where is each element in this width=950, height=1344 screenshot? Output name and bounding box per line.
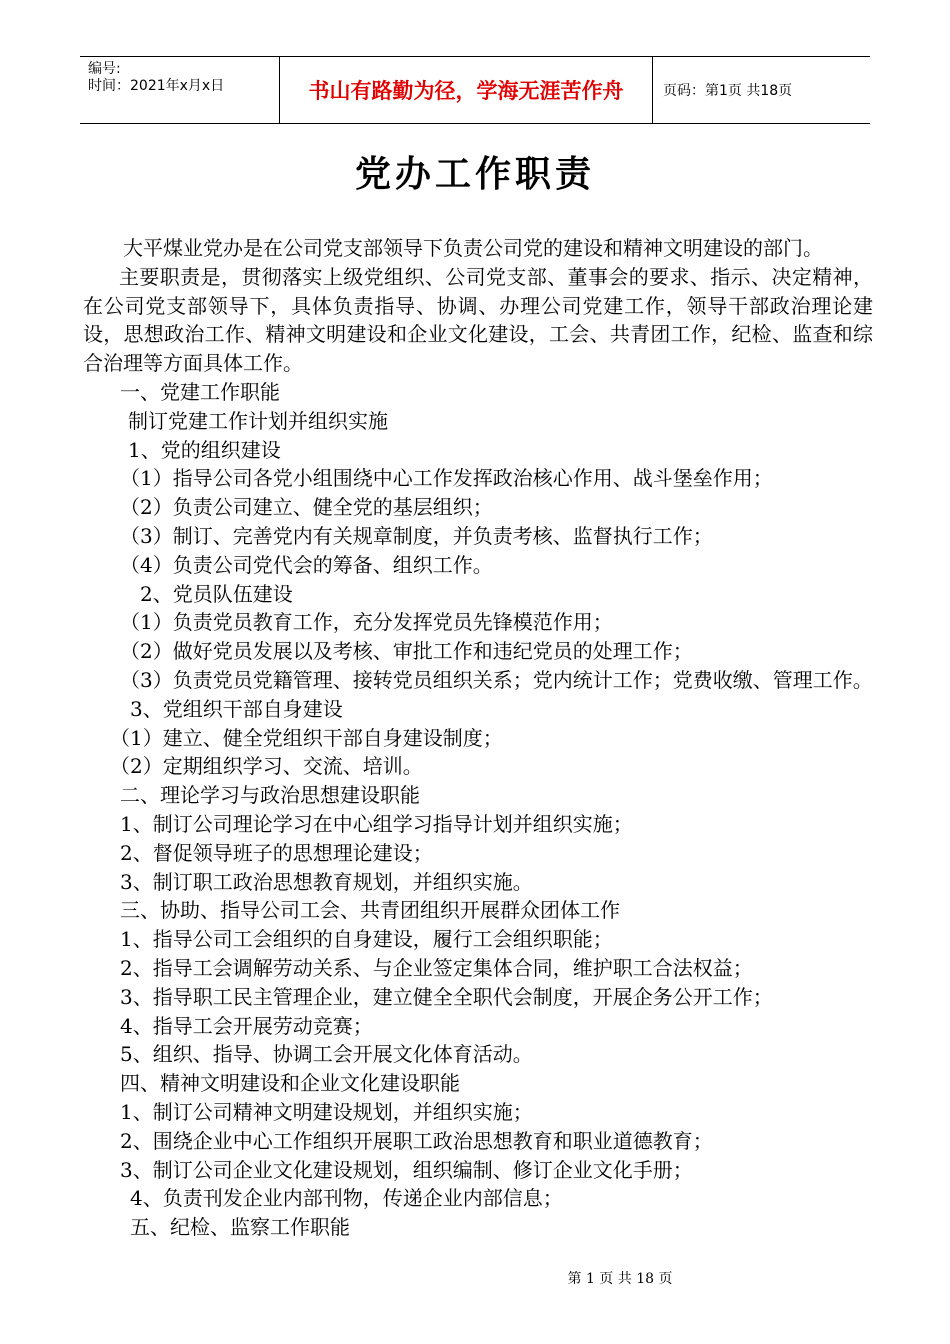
list-item: 3、制订公司企业文化建设规划，组织编制、修订企业文化手册； bbox=[120, 1157, 693, 1182]
section-heading: 三、协助、指导公司工会、共青团组织开展群众团体工作 bbox=[120, 898, 620, 923]
list-item: 制订党建工作计划并组织实施 bbox=[128, 408, 388, 433]
list-item: （2）定期组织学习、交流、培训。 bbox=[110, 754, 423, 779]
list-item: 1、制订公司理论学习在中心组学习指导计划并组织实施； bbox=[120, 811, 633, 836]
list-item: （4）负责公司党代会的筹备、组织工作。 bbox=[120, 552, 493, 577]
list-item: （1）指导公司各党小组围绕中心工作发挥政治核心作用、战斗堡垒作用； bbox=[120, 466, 773, 491]
page-footer: 第 1 页 共 18 页 bbox=[567, 1271, 673, 1287]
document-number-label: 编号: bbox=[88, 61, 121, 77]
header-motto: 书山有路勤为径，学海无涯苦作舟 bbox=[280, 57, 653, 123]
list-item: 2、围绕企业中心工作组织开展职工政治思想教育和职业道德教育； bbox=[120, 1128, 713, 1153]
section-heading: 一、党建工作职能 bbox=[120, 379, 280, 404]
paragraph-main-duties: 主要职责是，贯彻落实上级党组织、公司党支部、董事会的要求、指示、决定精神，在公司党支部领导下，具体负责指导、协调、办理公司党建工作，领导干部政治理论建设，思想政治工作、精神文明建设和企业文化建设，工会、共青团工作，纪检、监查和综合治理等方面具体工作。 bbox=[83, 264, 873, 376]
list-item: （2）负责公司建立、健全党的基层组织； bbox=[120, 495, 493, 520]
subsection-heading: 2、党员队伍建设 bbox=[140, 581, 293, 606]
list-item: （3）制订、完善党内有关规章制度，并负责考核、监督执行工作； bbox=[120, 523, 713, 548]
subsection-heading: 1、党的组织建设 bbox=[128, 437, 281, 462]
list-item: 2、督促领导班子的思想理论建设； bbox=[120, 840, 433, 865]
section-heading: 四、精神文明建设和企业文化建设职能 bbox=[120, 1071, 460, 1096]
list-item: 1、制订公司精神文明建设规划，并组织实施； bbox=[120, 1099, 533, 1124]
list-item: 4、负责刊发企业内部刊物，传递企业内部信息； bbox=[130, 1186, 563, 1211]
list-item: 2、指导工会调解劳动关系、与企业签定集体合同，维护职工合法权益； bbox=[120, 955, 753, 980]
list-item: 4、指导工会开展劳动竞赛； bbox=[120, 1013, 373, 1038]
list-item: 5、组织、指导、协调工会开展文化体育活动。 bbox=[120, 1042, 533, 1067]
document-header bbox=[80, 56, 870, 124]
subsection-heading: 3、党组织干部自身建设 bbox=[130, 696, 343, 721]
section-heading: 二、理论学习与政治思想建设职能 bbox=[120, 783, 420, 808]
paragraph-intro: 大平煤业党办是在公司党支部领导下负责公司党的建设和精神文明建设的部门。 bbox=[123, 236, 823, 260]
document-body bbox=[83, 234, 873, 1242]
header-meta bbox=[80, 57, 280, 123]
list-item: （1）负责党员教育工作，充分发挥党员先锋模范作用； bbox=[120, 610, 613, 635]
document-time: 时间：2021年x月x日 bbox=[88, 78, 225, 94]
list-item: 1、指导公司工会组织的自身建设，履行工会组织职能； bbox=[120, 927, 613, 952]
list-item: 3、指导职工民主管理企业，建立健全全职代会制度，开展企务公开工作； bbox=[120, 984, 773, 1009]
header-page-info: 页码：第1页 共18页 bbox=[663, 83, 793, 99]
list-item: （1）建立、健全党组织干部自身建设制度； bbox=[110, 725, 503, 750]
page-title: 党办工作职责 bbox=[354, 153, 595, 195]
section-heading: 五、纪检、监察工作职能 bbox=[130, 1215, 350, 1240]
list-item: 3、制订职工政治思想教育规划，并组织实施。 bbox=[120, 869, 533, 894]
list-item: （2）做好党员发展以及考核、审批工作和违纪党员的处理工作； bbox=[120, 639, 693, 664]
list-item: （3）负责党员党籍管理、接转党员组织关系；党内统计工作；党费收缴、管理工作。 bbox=[120, 667, 873, 692]
